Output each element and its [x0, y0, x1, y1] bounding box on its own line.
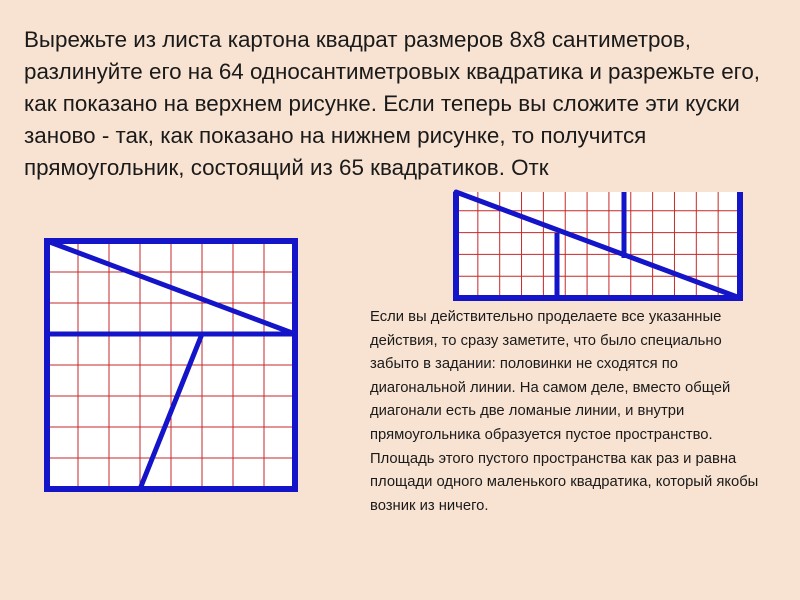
main-text: Вырежьте из листа картона квадрат размеров 8х8 сантиметров, разлинуйте его на 64 односантиметровых квадратика и разрежьте его, как показано на верхнем рисунке. Если теперь вы сложите эти куски заново - так, как показано на нижнем рисунке, то получится прямоугольник, состоящий из 65 квадратиков. Отк	[24, 27, 761, 180]
explanation-text: Если вы действительно проделаете все указанные действия, то сразу заметите, что было специально забыто в задании: половинки не сходятся по диагональной линии. На самом деле, вместо общей диагонали есть две ломаные линии, и внутри прямоугольника образуется пустое пространство. Площадь этого пустого пространства как раз и равна площади одного маленького квадратика, который якобы возник из ничего.	[370, 309, 759, 514]
